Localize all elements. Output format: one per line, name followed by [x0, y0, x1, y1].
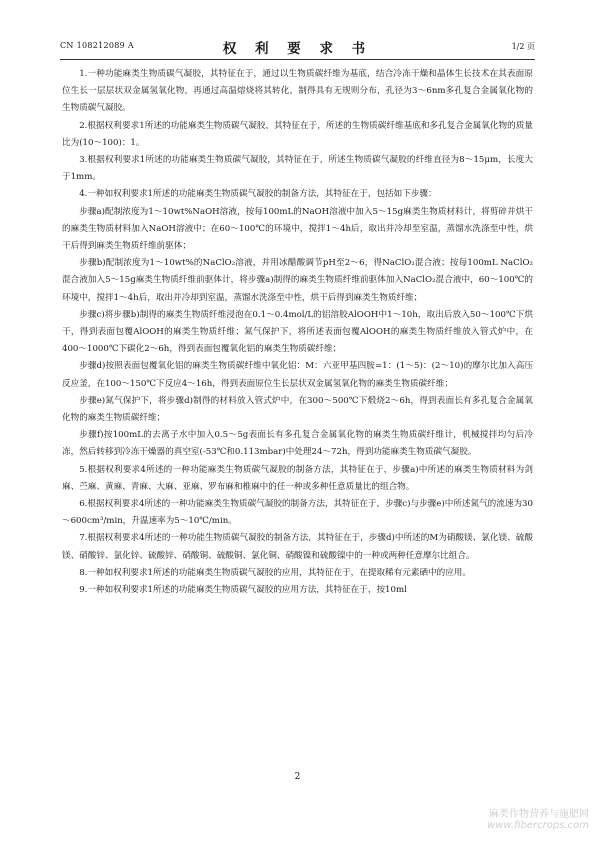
claim-4-step-f: 步骤f)按100mL的去离子水中加入0.5～5g表面长有多孔复合金属氧化物的麻类生物质碳纤维计，机械搅拌均匀后冷冻，然后转移到冷冻干燥器的真空室(-53℃和0.113mbar)中处理24～72h，得到功能麻类生物质碳气凝胶。	[62, 430, 533, 458]
claim-6: 6.根据权利要求4所述的一种功能麻类生物质碳气凝胶的制备方法，其特征在于，步骤c)与步骤e)中所述氮气的流速为30～600cm³/min，升温速率为5～10℃/min。	[62, 499, 533, 527]
claim-2: 2.根据权利要求1所述的功能麻类生物质碳气凝胶，其特征在于，所述的生物质碳纤维基底和多孔复合金属氧化物的质量比为(10～100)：1。	[62, 120, 533, 148]
page-indicator: 1/2 页	[511, 42, 535, 51]
claim-4-step-a: 步骤a)配制浓度为1～10wt%NaOH溶液，按每100mL的NaOH溶液中加入5～15g麻类生物质材料计，将剪碎并烘干的麻类生物质材料加入NaOH溶液中；在60～100℃的环境中，搅拌1～4h后，取出并冷却至室温，蒸馏水洗涤至中性，烘干后得到麻类生物质纤维前驱体；	[62, 206, 533, 252]
header-divider	[60, 59, 535, 60]
claim-9: 9.一种如权利要求1所述的功能麻类生物质碳气凝胶的应用方法，其特征在于，按10ml	[79, 585, 407, 596]
watermark-text: 麻类作物营养与施肥网	[489, 809, 589, 820]
claim-4: 4.一种如权利要求1所述的功能麻类生物质碳气凝胶的制备方法，其特征在于，包括如下步骤：	[79, 189, 437, 200]
watermark-url: www.fibercrops.com	[487, 820, 589, 831]
claim-7: 7.根据权利要求4所述的一种功能生物质碳气凝胶的制备方法，其特征在于，步骤d)中所述的M为硝酸镁、氯化镁、硫酸镁、硝酸锌、氯化锌、硫酸锌、硝酸铜、硫酸铜、氯化铜、硝酸镍和硫酸镍中的一种或两种任意摩尔比组合。	[62, 533, 533, 561]
claim-1: 1.一种功能麻类生物质碳气凝胶，其特征在于，通过以生物质碳纤维为基底，结合冷冻干燥和晶体生长技术在其表面原位生长一层层状双金属氢氧化物，再通过高温熔烧将其转化，制得具有无规则分布，孔径为3～6nm多孔复合金属氧化物的生物质碳气凝胶。	[62, 69, 533, 114]
claim-4-step-b: 步骤b)配制浓度为1～10wt%的NaClO₂溶液，并用冰醋酸调节pH至2～6，得NaClO₂混合液；按每100mL NaClO₂混合液加入5～15g麻类生物质纤维前驱体计，将步骤a)制得的麻类生物质纤维前驱体加入NaClO₂混合液中，60～100℃的环境中，搅拌1～4h后，取出并冷却到室温，蒸馏水洗涤至中性，烘干后得到麻类生物质纤维；	[62, 258, 533, 303]
claim-4-step-c: 步骤c)将步骤b)制得的麻类生物质纤维浸泡在0.1～0.4mol/L的铝溶胶AlOOH中1～10h，取出后放入50～100℃下烘干，得到表面包覆AlOOH的麻类生物质纤维；氮气保护下，将所述表面包覆AlOOH的麻类生物质纤维放入管式炉中，在400～1000℃下碳化2～6h，得到表面包覆氧化铝的麻类生物质碳纤维；	[62, 309, 533, 355]
claim-3: 3.根据权利要求1所述的功能麻类生物质碳气凝胶，其特征在于，所述生物质碳气凝胶的纤维直径为8～15μm，长度大于1mm。	[62, 155, 533, 183]
page-number: 2	[294, 772, 301, 782]
claim-4-step-e: 步骤e)氮气保护下，将步骤d)制得的材料放入管式炉中，在300～500℃下煅烧2～6h，得到表面长有多孔复合金属氧化物的麻类生物质碳纤维；	[62, 395, 533, 424]
page-header	[60, 36, 535, 56]
publication-number: CN 108212089 A	[60, 41, 134, 50]
claim-8: 8.一种如权利要求1所述的功能麻类生物质碳气凝胶的应用，其特征在于，在提取稀有元素硒中的应用。	[79, 567, 471, 578]
claims-body	[62, 66, 533, 599]
claim-5: 5.根据权利要求4所述的一种功能麻类生物质碳气凝胶的制备方法，其特征在于，步骤a)中所述的麻类生物质材料为剑麻、苎麻、黄麻、青麻、大麻、亚麻、罗布麻和椎麻中的任一种或多种任意质量比的组合物。	[62, 464, 533, 492]
document-title: 权 利 要 求 书	[222, 41, 373, 57]
claim-4-step-d: 步骤d)按照表面包覆氧化铝的麻类生物质碳纤维中氧化铝：M：六亚甲基四胺=1：(1～5)：(2～10)的摩尔比加入高压反应釜，在100～150℃下反应4～16h，得到表面原位生长层状双金属氢氧化物的麻类生物质碳纤维；	[62, 361, 533, 389]
